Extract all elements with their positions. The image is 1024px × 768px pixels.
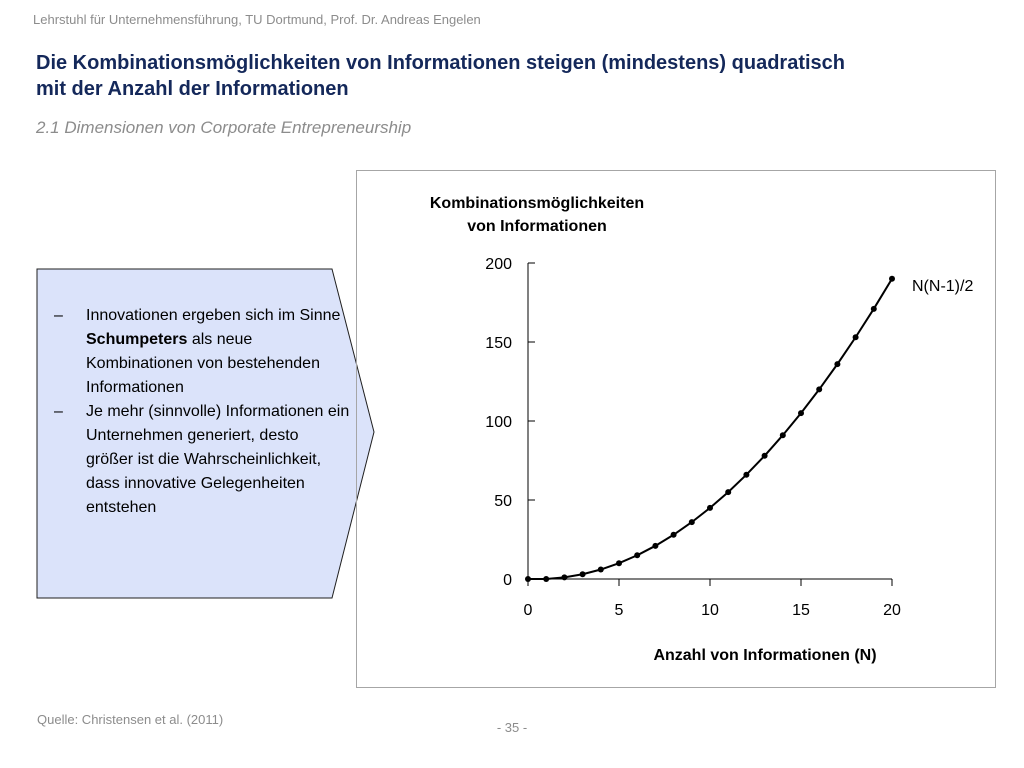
page-number: - 35 - [496, 720, 528, 735]
y-tick-label: 50 [494, 493, 512, 510]
slide-title-line-2: mit der Anzahl der Informationen [36, 78, 349, 100]
data-point [580, 571, 586, 577]
y-tick-label: 200 [485, 256, 512, 273]
data-point [634, 552, 640, 558]
footer-source: Quelle: Christensen et al. (2011) [37, 712, 224, 727]
data-point [725, 489, 731, 495]
y-tick-label: 150 [485, 335, 512, 352]
data-point [780, 432, 786, 438]
chart-title-line-1: Kombinationsmöglichkeiten [429, 195, 645, 212]
data-point [598, 567, 604, 573]
slide-subtitle: 2.1 Dimensionen von Corporate Entrepreneurship [36, 118, 412, 137]
data-point [671, 532, 677, 538]
data-point [834, 361, 840, 367]
data-point [798, 410, 804, 416]
data-point [616, 560, 622, 566]
x-tick-label: 5 [614, 602, 624, 619]
slide-title [36, 50, 996, 102]
data-point [743, 472, 749, 478]
data-point [543, 576, 549, 582]
bullet-1-text-before: Innovationen ergeben sich im Sinne [86, 307, 341, 324]
bullet-2-text: Je mehr (sinnvolle) Informationen ein Unternehmen generiert, desto größer ist die Wahrscheinlichkeit, dass innovative Gelegenheiten entstehen [86, 403, 350, 516]
x-tick-label: 20 [883, 602, 901, 619]
x-axis-label: Anzahl von Informationen (N) [653, 647, 877, 664]
data-point [889, 276, 895, 282]
x-tick-label: 10 [701, 602, 719, 619]
bullet-1-text-after: als neue Kombinationen von bestehenden Informationen [86, 331, 320, 396]
x-tick-label: 15 [792, 602, 810, 619]
data-point [762, 453, 768, 459]
data-point [525, 576, 531, 582]
info-arrow-box [36, 268, 378, 600]
y-tick-label: 100 [485, 414, 512, 431]
bullet-item-2 [50, 400, 350, 520]
data-point [707, 505, 713, 511]
bullet-dash: – [54, 403, 63, 420]
data-point [689, 519, 695, 525]
data-point [853, 334, 859, 340]
data-point [871, 306, 877, 312]
chart-panel [356, 170, 996, 688]
data-point [816, 386, 822, 392]
chart-svg [357, 171, 995, 687]
bullet-list [50, 304, 350, 520]
series-label: N(N-1)/2 [912, 277, 974, 295]
series-line [528, 279, 892, 579]
x-tick-label: 0 [523, 602, 533, 619]
bullet-1-bold-term: Schumpeters [86, 331, 188, 348]
header-institution: Lehrstuhl für Unternehmensführung, TU Dortmund, Prof. Dr. Andreas Engelen [33, 12, 481, 27]
data-point [561, 574, 567, 580]
bullet-item-1 [50, 304, 350, 400]
bullet-dash: – [54, 307, 63, 324]
y-tick-label: 0 [503, 572, 512, 589]
chart-title-line-2: von Informationen [467, 218, 607, 235]
data-point [652, 543, 658, 549]
slide-title-line-1: Die Kombinationsmöglichkeiten von Informationen steigen (mindestens) quadratisch [36, 52, 845, 74]
